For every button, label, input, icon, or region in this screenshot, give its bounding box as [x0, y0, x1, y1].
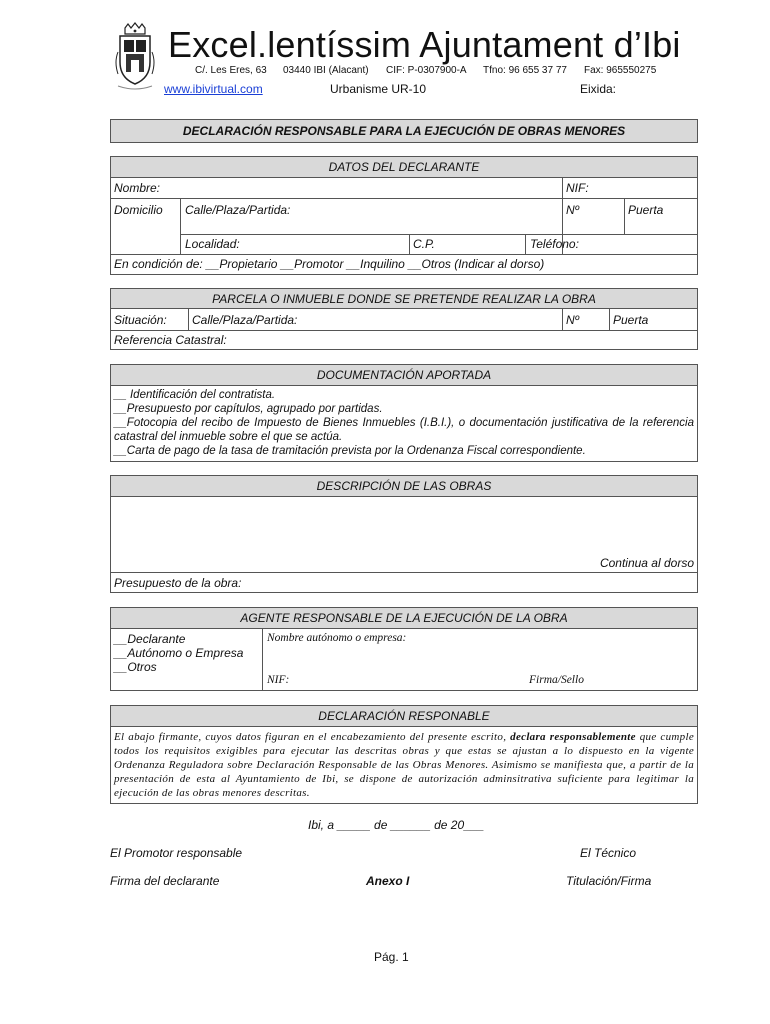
continue-note: Continua al dorso	[599, 556, 694, 570]
doc-item-contractor[interactable]: __ Identificación del contratista.	[114, 389, 276, 401]
cp-label[interactable]: C.P.	[413, 237, 435, 251]
parcel-number-label[interactable]: Nº	[566, 313, 580, 327]
condition-options[interactable]: En condición de: __Propietario __Promotor __Inquilino __Otros (Indicar al dorso)	[114, 257, 545, 271]
statement-emphasis: declara responsablemente	[510, 731, 636, 743]
phone-label[interactable]: Teléfono:	[530, 237, 579, 251]
statement-text: El abajo firmante, cuyos datos figuran en el encabezamiento del presente escrito, declara responsablemente que cumple todos los requisitos exigibles para ejecutar las descritas obras y que estas se ajustan a lo dispuesto en la vigente Ordenanza Reguladora sobre Declaración Responsable de las Obras Menores. Asimismo se manifiesta que, a partir de la presentación de esta al Ayuntamiento de Ibi, se dispone de autorización adminsitrativa suficiente para legitimar la ejecución de las obras menores descritas.	[114, 731, 694, 799]
form-title-box	[110, 119, 698, 143]
doc-item-fee[interactable]: __Carta de pago de la tasa de tramitación prevista por la Ordenanza Fiscal correspondiente.	[114, 445, 586, 457]
nif-label[interactable]: NIF:	[566, 181, 589, 195]
declarant-signature-label: Firma del declarante	[110, 874, 220, 888]
agent-option-company[interactable]: __Autónomo o Empresa	[114, 646, 244, 660]
annex-label: Anexo I	[366, 874, 410, 888]
website-link[interactable]: www.ibivirtual.com	[164, 82, 263, 96]
cif: CIF: P-0307900-A	[386, 65, 467, 76]
statement-section	[110, 705, 698, 804]
declarant-heading: DATOS DEL DECLARANTE	[111, 157, 697, 178]
parcel-door-label[interactable]: Puerta	[613, 313, 649, 327]
parcel-street-label[interactable]: Calle/Plaza/Partida:	[192, 313, 298, 327]
date-line[interactable]: Ibi, a _____ de ______ de 20___	[308, 818, 485, 832]
coat-of-arms-logo	[112, 22, 158, 94]
parcel-heading: PARCELA O INMUEBLE DONDE SE PRETENDE REALIZAR LA OBRA	[111, 289, 697, 309]
statement-heading: DECLARACIÓN RESPONABLE	[111, 706, 697, 727]
domicile-label: Domicilio	[114, 203, 163, 217]
works-heading: DESCRIPCIÓN DE LAS OBRAS	[111, 476, 697, 497]
agent-option-other[interactable]: __Otros	[114, 660, 157, 674]
technician-label: El Técnico	[580, 846, 637, 860]
postal-code: 03440 IBI (Alacant)	[283, 65, 369, 76]
budget-label[interactable]: Presupuesto de la obra:	[114, 576, 242, 590]
doc-item-budget[interactable]: __Presupuesto por capítulos, agrupado por partidas.	[114, 403, 383, 415]
exit-register: Eixida:	[580, 82, 617, 96]
page-number: Pág. 1	[374, 950, 409, 964]
doc-item-ibi[interactable]: __Fotocopia del recibo de Impuesto de Bienes Inmuebles (I.B.I.), o documentación justificativa de la referencia catastral del inmueble sobre el que se actúa.	[114, 417, 694, 443]
works-section	[110, 475, 698, 593]
agent-signature-label[interactable]: Firma/Sello	[529, 674, 584, 686]
locality-label[interactable]: Localidad:	[185, 237, 240, 251]
declarant-section	[110, 156, 698, 275]
documentation-section	[110, 364, 698, 462]
phone: Tfno: 96 655 37 77	[483, 65, 567, 76]
agent-heading: AGENTE RESPONSABLE DE LA EJECUCIÓN DE LA OBRA	[111, 608, 697, 629]
fax: Fax: 965550275	[584, 65, 657, 76]
address: C/. Les Eres, 63	[195, 65, 267, 76]
number-label[interactable]: Nº	[566, 203, 580, 217]
municipality-title: Excel.lentíssim Ajuntament d’Ibi	[168, 24, 681, 65]
situation-label: Situación:	[114, 313, 167, 327]
agent-section	[110, 607, 698, 691]
agent-option-declarant[interactable]: __Declarante	[114, 632, 186, 646]
documentation-list	[114, 388, 694, 458]
parcel-section	[110, 288, 698, 350]
name-label[interactable]: Nombre:	[114, 181, 161, 195]
door-label[interactable]: Puerta	[628, 203, 664, 217]
agent-name-label[interactable]: Nombre autónomo o empresa:	[267, 632, 407, 644]
department: Urbanisme UR-10	[330, 82, 427, 96]
street-label[interactable]: Calle/Plaza/Partida:	[185, 203, 291, 217]
qualification-label: Titulación/Firma	[566, 874, 652, 888]
agent-nif-label[interactable]: NIF:	[267, 674, 290, 686]
promoter-label: El Promotor responsable	[110, 846, 243, 860]
form-title: DECLARACIÓN RESPONSABLE PARA LA EJECUCIÓN DE OBRAS MENORES	[111, 120, 697, 142]
documentation-heading: DOCUMENTACIÓN APORTADA	[111, 365, 697, 386]
cadastral-label[interactable]: Referencia Catastral:	[114, 333, 227, 347]
